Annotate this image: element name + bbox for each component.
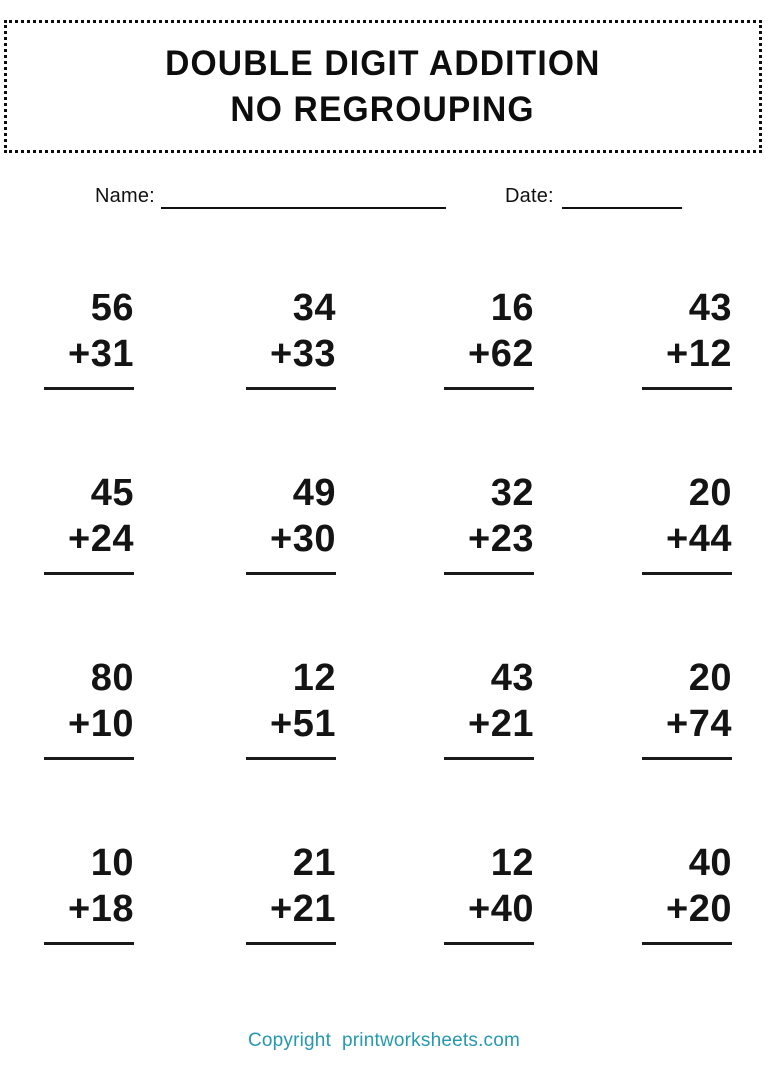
addend-top: 12 (490, 842, 534, 884)
worksheet-title-box (4, 20, 762, 153)
addition-problem (22, 286, 134, 390)
problem-cell (384, 467, 576, 652)
answer-line[interactable] (642, 757, 732, 760)
addend-top: 34 (292, 287, 336, 329)
addend-bottom: +21 (270, 887, 336, 930)
problem-cell (192, 837, 384, 1022)
date-label: Date: (505, 185, 554, 207)
problem-cell (576, 652, 768, 837)
addend-bottom: +10 (68, 702, 134, 745)
addend-bottom: +33 (270, 332, 336, 375)
problem-cell (192, 282, 384, 467)
problem-row (0, 282, 768, 467)
addition-problem (224, 656, 336, 760)
problem-cell (384, 652, 576, 837)
addend-bottom: +30 (270, 517, 336, 560)
addition-problem (422, 286, 534, 390)
answer-line[interactable] (642, 942, 732, 945)
addition-problem (620, 286, 732, 390)
addend-top: 80 (90, 657, 134, 699)
addend-bottom: +12 (666, 332, 732, 375)
page-title-line-1: DOUBLE DIGIT ADDITION (165, 44, 601, 83)
addition-problem (620, 841, 732, 945)
addend-top: 56 (90, 287, 134, 329)
addend-bottom: +31 (68, 332, 134, 375)
addend-top: 20 (688, 657, 732, 699)
problem-cell (0, 282, 192, 467)
addition-problem (22, 841, 134, 945)
addend-top: 45 (90, 472, 134, 514)
problem-cell (0, 652, 192, 837)
addend-top: 43 (688, 287, 732, 329)
name-date-row (0, 186, 768, 218)
addend-top: 32 (490, 472, 534, 514)
addition-problem (224, 841, 336, 945)
addend-top: 10 (90, 842, 134, 884)
addition-problem (620, 471, 732, 575)
name-field-group (95, 186, 446, 209)
problem-cell (576, 282, 768, 467)
answer-line[interactable] (444, 942, 534, 945)
addition-problem (22, 656, 134, 760)
problem-cell (576, 837, 768, 1022)
problem-grid (0, 282, 768, 1022)
addend-bottom: +18 (68, 887, 134, 930)
addition-problem (620, 656, 732, 760)
addend-bottom: +51 (270, 702, 336, 745)
answer-line[interactable] (246, 942, 336, 945)
answer-line[interactable] (642, 387, 732, 390)
date-input-line[interactable] (562, 207, 682, 209)
addition-problem (224, 286, 336, 390)
problem-row (0, 837, 768, 1022)
copyright-footer[interactable]: Copyright printworksheets.com (247, 1030, 521, 1051)
addition-problem (22, 471, 134, 575)
addend-bottom: +24 (68, 517, 134, 560)
addend-bottom: +40 (468, 887, 534, 930)
addend-bottom: +62 (468, 332, 534, 375)
problem-cell (192, 652, 384, 837)
answer-line[interactable] (44, 572, 134, 575)
addend-top: 16 (490, 287, 534, 329)
problem-row (0, 467, 768, 652)
answer-line[interactable] (246, 757, 336, 760)
problem-cell (0, 837, 192, 1022)
name-input-line[interactable] (161, 207, 446, 209)
problem-row (0, 652, 768, 837)
answer-line[interactable] (444, 572, 534, 575)
addend-top: 12 (292, 657, 336, 699)
answer-line[interactable] (44, 757, 134, 760)
addend-bottom: +20 (666, 887, 732, 930)
problem-cell (384, 837, 576, 1022)
answer-line[interactable] (246, 572, 336, 575)
date-field-group (505, 186, 682, 209)
addend-bottom: +23 (468, 517, 534, 560)
addition-problem (224, 471, 336, 575)
addend-bottom: +21 (468, 702, 534, 745)
answer-line[interactable] (444, 757, 534, 760)
addend-top: 20 (688, 472, 732, 514)
problem-cell (384, 282, 576, 467)
name-label: Name: (95, 185, 155, 207)
answer-line[interactable] (444, 387, 534, 390)
answer-line[interactable] (246, 387, 336, 390)
addend-top: 21 (292, 842, 336, 884)
problem-cell (192, 467, 384, 652)
addition-problem (422, 471, 534, 575)
answer-line[interactable] (642, 572, 732, 575)
addend-bottom: +74 (666, 702, 732, 745)
addition-problem (422, 656, 534, 760)
problem-cell (576, 467, 768, 652)
addend-top: 40 (688, 842, 732, 884)
problem-cell (0, 467, 192, 652)
answer-line[interactable] (44, 942, 134, 945)
page-title-line-2: NO REGROUPING (230, 89, 536, 129)
addend-bottom: +44 (666, 517, 732, 560)
addend-top: 49 (292, 472, 336, 514)
addend-top: 43 (490, 657, 534, 699)
addition-problem (422, 841, 534, 945)
answer-line[interactable] (44, 387, 134, 390)
